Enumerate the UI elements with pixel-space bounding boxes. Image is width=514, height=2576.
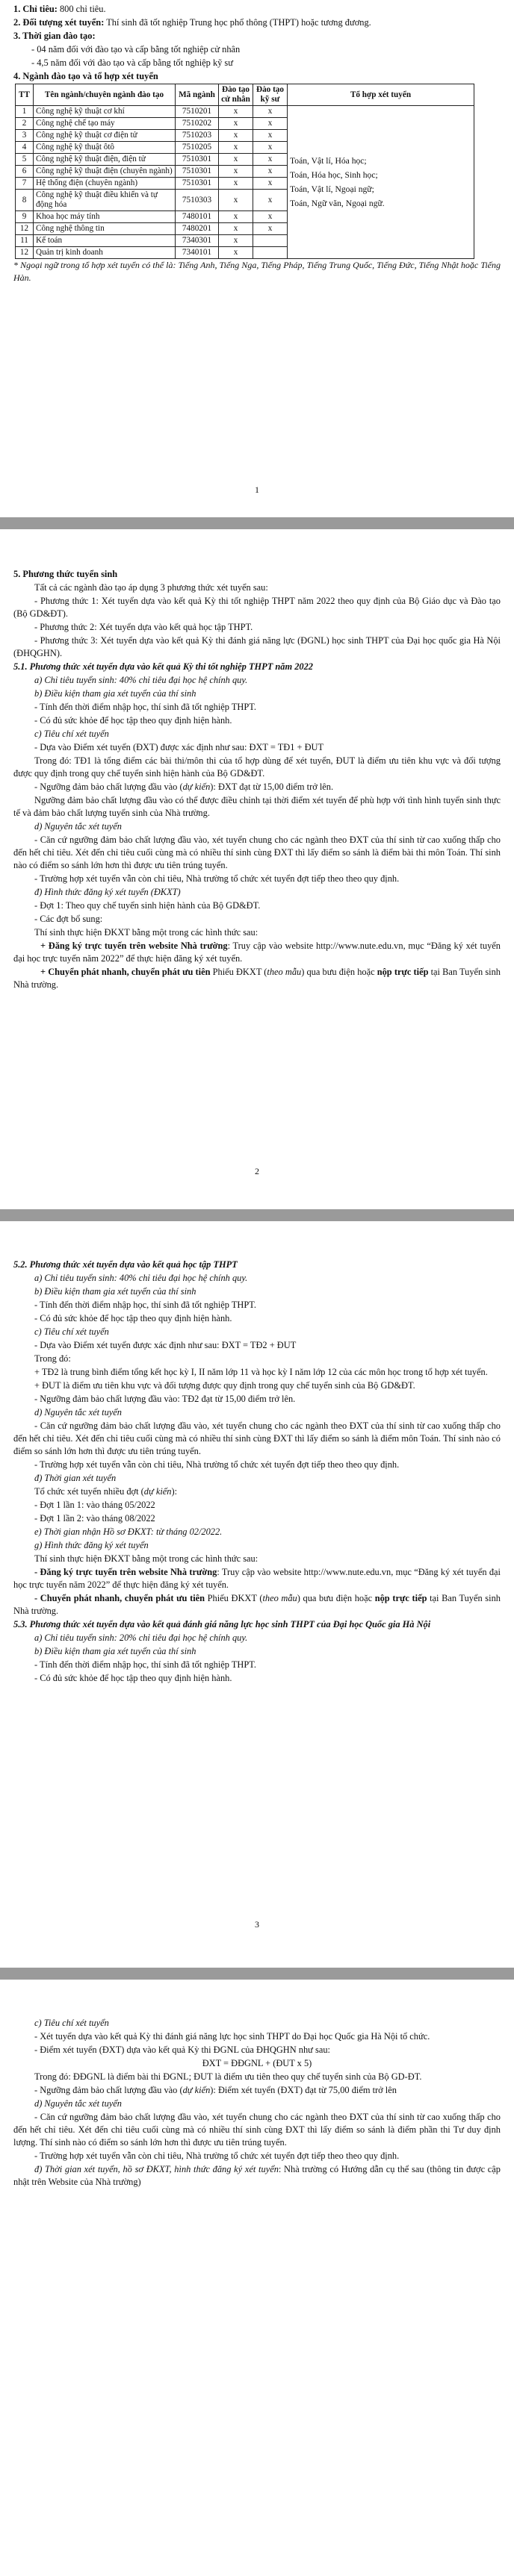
cell-code: 7510301 — [176, 154, 219, 166]
cell-name: Công nghệ kỹ thuật cơ điện tử — [34, 130, 176, 142]
paragraph: ): Điểm xét tuyển (ĐXT) đạt từ 75,00 điểm trở lên — [210, 2085, 397, 2095]
cell-name: Công nghệ kỹ thuật ôtô — [34, 142, 176, 154]
express-delivery-label: + Chuyển phát nhanh, chuyển phát ưu tiên — [40, 967, 211, 977]
paragraph: - Các đợt bổ sung: — [34, 914, 103, 924]
cell-code: 7510301 — [176, 178, 219, 190]
combos-cell — [288, 106, 474, 259]
paragraph: Thí sinh thực hiện ĐKXT bằng một trong các hình thức sau: — [34, 1553, 258, 1564]
section-2-heading: 2. Đối tượng xét tuyển: — [13, 17, 105, 28]
subheading: đ) Hình thức đăng ký xét tuyển (ĐKXT) — [34, 887, 181, 897]
page-number: 2 — [255, 1166, 259, 1176]
emphasis: theo mẫu — [262, 1593, 297, 1603]
paragraph: - Phương thức 1: Xét tuyển dựa vào kết quả Kỳ thi tốt nghiệp THPT năm 2022 theo quy định của Bộ Giáo dục và Đào tạo (Bộ GD&ĐT). — [13, 596, 501, 619]
paragraph: - Có đủ sức khỏe để học tập theo quy định hiện hành. — [34, 715, 232, 726]
header-engineer: Đào tạo kỹ sư — [253, 84, 288, 106]
cell-name: Quản trị kinh doanh — [34, 247, 176, 259]
paragraph: - Căn cứ ngưỡng đảm bảo chất lượng đầu vào, xét tuyển chung cho các ngành theo ĐXT của thí sinh từ cao xuống thấp cho đến hết chỉ tiêu. Xét đến chỉ tiêu cuối cùng mà có nhiều thí sinh cùng ĐXT thì lấy điểm so sánh là điểm bài thi môn Toán. Thí sinh nào có điểm so sánh lớn hơn thì được ưu tiên trúng tuyển. — [13, 835, 501, 870]
subheading: a) Chỉ tiêu tuyển sinh: 40% chỉ tiêu đại học hệ chính quy. — [34, 675, 248, 685]
subheading: a) Chỉ tiêu tuyển sinh: 40% chỉ tiêu đại học hệ chính quy. — [34, 1273, 248, 1283]
foreign-language-footnote: * Ngoại ngữ trong tổ hợp xét tuyển có thể là: Tiếng Anh, Tiếng Nga, Tiếng Pháp, Tiếng Trung Quốc, Tiếng Đức, Tiếng Nhật hoặc Tiếng Hàn. — [13, 260, 501, 283]
paragraph: - Có đủ sức khỏe để học tập theo quy định hiện hành. — [34, 1313, 232, 1323]
cell-bachelor: x — [219, 118, 253, 130]
paragraph: - Căn cứ ngưỡng đảm bảo chất lượng đầu vào, xét tuyển chung cho các ngành theo ĐXT của thí sinh từ cao xuống thấp cho đến hết chỉ tiêu. Xét đến chỉ tiêu cuối cùng mà có nhiều thí sinh cùng ĐXT thì lấy điểm so sánh là điểm phần thi Tư duy định lượng. Thí sinh nào có điểm so sánh lớn hơn thì được ưu tiên trúng tuyển. — [13, 2112, 501, 2148]
paragraph: - Tính đến thời điểm nhập học, thí sinh đã tốt nghiệp THPT. — [34, 1659, 257, 1670]
paragraph: : Truy cập vào website http://www.nute.edu.vn, mục “Đăng ký xét tuyển đại học trực tuyến năm 2022” để thực hiện đăng ký xét tuyển. — [13, 941, 501, 964]
subheading: a) Chỉ tiêu tuyển sinh: 20% chỉ tiêu đại học hệ chính quy. — [34, 1632, 248, 1643]
page-number: 3 — [255, 1919, 259, 1930]
cell-name: Công nghệ kỹ thuật điện, điện tử — [34, 154, 176, 166]
section-5-heading: 5. Phương thức tuyển sinh — [13, 569, 118, 579]
table-row — [16, 106, 474, 118]
paragraph: - Căn cứ ngưỡng đảm bảo chất lượng đầu vào, xét tuyển chung cho các ngành theo ĐXT của thí sinh từ cao xuống thấp cho đến hết chỉ tiêu. Xét đến chỉ tiêu cuối cùng mà có nhiều thí sinh cùng ĐXT thì lấy điểm so sánh là điểm môn Toán. Thí sinh nào có điểm so sánh lớn hơn thì được ưu tiên trúng tuyển. — [13, 1420, 501, 1456]
cell-engineer: x — [253, 118, 288, 130]
paragraph: - Đợt 1: Theo quy chế tuyển sinh hiện hành của Bộ GD&ĐT. — [34, 900, 261, 911]
cell-tt: 9 — [16, 211, 34, 223]
subheading: c) Tiêu chí xét tuyển — [34, 2018, 109, 2028]
cell-tt: 12 — [16, 247, 34, 259]
cell-engineer: x — [253, 130, 288, 142]
paragraph: - Phương thức 2: Xét tuyển dựa vào kết quả học tập THPT. — [34, 622, 253, 632]
cell-bachelor: x — [219, 154, 253, 166]
paragraph: - Dựa vào Điểm xét tuyển (ĐXT) được xác định như sau: ĐXT = TĐ1 + ĐUT — [34, 742, 324, 752]
express-delivery-label: - Chuyển phát nhanh, chuyển phát ưu tiên — [34, 1593, 205, 1603]
cell-name: Khoa học máy tính — [34, 211, 176, 223]
cell-tt: 3 — [16, 130, 34, 142]
combo-item: Toán, Vật lí, Hóa học; — [290, 156, 367, 166]
subheading: e) Thời gian nhận Hồ sơ ĐKXT: từ tháng 02/2022. — [34, 1526, 223, 1537]
cell-name: Hệ thống điện (chuyên ngành) — [34, 178, 176, 190]
document-page-3 — [0, 1221, 514, 1968]
header-name: Tên ngành/chuyên ngành đào tạo — [34, 84, 176, 106]
section-5-1-heading: 5.1. Phương thức xét tuyển dựa vào kết quả Kỳ thi tốt nghiệp THPT năm 2022 — [13, 661, 313, 672]
paragraph: Ngưỡng đảm bảo chất lượng đầu vào có thể được điều chỉnh tại thời điểm xét tuyển để phù hợp với tình hình tuyển sinh thực tế và đảm bảo chất lượng tuyển sinh của Nhà trường. — [13, 795, 501, 818]
paragraph: - Ngưỡng đảm bảo chất lượng đầu vào ( — [34, 2085, 183, 2095]
emphasis: dự kiến — [182, 782, 211, 792]
header-tt: TT — [16, 84, 34, 106]
paragraph: Trong đó: TĐ1 là tổng điểm các bài thi/môn thi của tổ hợp dùng để xét tuyển, ĐUT là điểm ưu tiên khu vực và đối tượng được quy định trong quy chế tuyển sinh hiện hành của Bộ GD&ĐT. — [13, 755, 501, 779]
cell-bachelor: x — [219, 211, 253, 223]
paragraph: - Ngưỡng đảm bảo chất lượng đầu vào ( — [34, 782, 183, 792]
paragraph: tại Ban Tuyển sinh Nhà trường. — [13, 967, 501, 990]
cell-tt: 2 — [16, 118, 34, 130]
cell-code: 7510202 — [176, 118, 219, 130]
cell-engineer: x — [253, 106, 288, 118]
paragraph: Tổ chức xét tuyển nhiều đợt ( — [34, 1486, 144, 1497]
paragraph: + ĐUT là điểm ưu tiên khu vực và đối tượng được quy định trong quy chế tuyển sinh của Bộ GD&ĐT. — [34, 1380, 415, 1391]
combo-item: Toán, Hóa học, Sinh học; — [290, 170, 378, 180]
cell-name: Kế toán — [34, 235, 176, 247]
section-3-heading: 3. Thời gian đào tạo: — [13, 31, 96, 41]
cell-engineer: x — [253, 178, 288, 190]
document-page-1 — [0, 0, 514, 517]
cell-name: Công nghệ kỹ thuật điều khiển và tự động hóa — [34, 190, 176, 211]
paragraph: - Dựa vào Điểm xét tuyển được xác định như sau: ĐXT = TĐ2 + ĐUT — [34, 1340, 297, 1350]
cell-code: 7480201 — [176, 223, 219, 235]
section-1-heading: 1. Chỉ tiêu: — [13, 4, 58, 14]
section-5-3-heading: 5.3. Phương thức xét tuyển dựa vào kết quả đánh giá năng lực học sinh THPT của Đại học Quốc gia Hà Nội — [13, 1619, 431, 1630]
subheading: b) Điều kiện tham gia xét tuyển của thí sinh — [34, 1646, 196, 1656]
online-registration-label: - Đăng ký trực tuyến trên website Nhà trường — [34, 1567, 217, 1577]
paragraph: tại Ban Tuyển sinh Nhà trường. — [13, 1593, 501, 1616]
cell-name: Công nghệ kỹ thuật cơ khí — [34, 106, 176, 118]
paragraph: + TĐ2 là trung bình điểm tổng kết học kỳ I, II năm lớp 11 và học kỳ I năm lớp 12 của các môn học trong tổ hợp xét tuyển. — [34, 1367, 488, 1377]
cell-bachelor: x — [219, 142, 253, 154]
emphasis: theo mẫu — [267, 967, 302, 977]
paragraph: - Xét tuyển dựa vào kết quả Kỳ thi đánh giá năng lực học sinh THPT do Đại học Quốc gia Hà Nội tổ chức. — [34, 2031, 430, 2042]
subheading: đ) Thời gian xét tuyển, hồ sơ ĐKXT, hình thức đăng ký xét tuyển — [34, 2164, 279, 2174]
section-2-value: Thí sinh đã tốt nghiệp Trung học phổ thông (THPT) hoặc tương đương. — [104, 17, 371, 28]
paragraph: - Phương thức 3: Xét tuyển dựa vào kết quả Kỳ thi đánh giá năng lực (ĐGNL) học sinh THPT của Đại học quốc gia Hà Nội (ĐHQGHN). — [13, 635, 501, 658]
online-registration-label: + Đăng ký trực tuyến trên website Nhà trường — [40, 941, 228, 951]
cell-engineer: x — [253, 166, 288, 178]
cell-engineer: x — [253, 211, 288, 223]
paragraph: - Ngưỡng đảm bảo chất lượng đầu vào: TĐ2 đạt từ 15,00 điểm trở lên. — [34, 1394, 296, 1404]
emphasis: dự kiến — [182, 2085, 211, 2095]
header-code: Mã ngành — [176, 84, 219, 106]
page-number: 1 — [255, 484, 259, 495]
subheading: c) Tiêu chí xét tuyển — [34, 1326, 109, 1337]
cell-name: Công nghệ chế tạo máy — [34, 118, 176, 130]
paragraph: - Tính đến thời điểm nhập học, thí sinh đã tốt nghiệp THPT. — [34, 1300, 257, 1310]
combo-item: Toán, Ngữ văn, Ngoại ngữ. — [290, 199, 385, 208]
cell-tt: 6 — [16, 166, 34, 178]
emphasis: dự kiến — [143, 1486, 172, 1497]
paragraph: - Điểm xét tuyển (ĐXT) dựa vào kết quả Kỳ thi ĐGNL của ĐHQGHN như sau: — [34, 2045, 330, 2055]
cell-engineer: x — [253, 190, 288, 211]
cell-code: 7340301 — [176, 235, 219, 247]
cell-engineer: x — [253, 223, 288, 235]
duration-engineer: - 4,5 năm đối với đào tạo và cấp bằng tốt nghiệp kỹ sư — [31, 57, 233, 68]
paragraph: : Truy cập vào website http://www.nute.edu.vn, mục “Đăng ký xét tuyển đại học trực tuyến năm 2022” để thực hiện đăng ký xét tuyển. — [13, 1567, 501, 1590]
cell-tt: 5 — [16, 154, 34, 166]
cell-bachelor: x — [219, 223, 253, 235]
cell-tt: 8 — [16, 190, 34, 211]
cell-engineer — [253, 247, 288, 259]
cell-bachelor: x — [219, 247, 253, 259]
cell-bachelor: x — [219, 235, 253, 247]
cell-tt: 4 — [16, 142, 34, 154]
paragraph: - Đợt 1 lần 2: vào tháng 08/2022 — [34, 1513, 155, 1524]
cell-code: 7510205 — [176, 142, 219, 154]
formula: ĐXT = ĐĐGNL + (ĐUT x 5) — [202, 2058, 312, 2068]
cell-engineer — [253, 235, 288, 247]
cell-bachelor: x — [219, 178, 253, 190]
document-page-2 — [0, 529, 514, 1209]
paragraph: ) qua bưu điện hoặc — [297, 1593, 375, 1603]
paragraph: - Trường hợp xét tuyển vẫn còn chỉ tiêu, Nhà trường tổ chức xét tuyển đợt tiếp theo theo quy định. — [34, 1459, 400, 1470]
subheading: c) Tiêu chí xét tuyển — [34, 729, 109, 739]
combo-item: Toán, Vật lí, Ngoại ngữ; — [290, 184, 374, 194]
header-combos: Tổ hợp xét tuyển — [288, 84, 474, 106]
paragraph: - Trường hợp xét tuyển vẫn còn chỉ tiêu, Nhà trường tổ chức xét tuyển đợt tiếp theo theo quy định. — [34, 2151, 400, 2161]
cell-tt: 12 — [16, 223, 34, 235]
cell-code: 7340101 — [176, 247, 219, 259]
paragraph: ): — [171, 1486, 178, 1497]
paragraph: - Có đủ sức khỏe để học tập theo quy định hiện hành. — [34, 1673, 232, 1683]
cell-tt: 7 — [16, 178, 34, 190]
subheading: d) Nguyên tắc xét tuyển — [34, 1407, 122, 1418]
document-page-4 — [0, 1980, 514, 2576]
cell-code: 7480101 — [176, 211, 219, 223]
subheading: d) Nguyên tắc xét tuyển — [34, 2098, 122, 2109]
cell-tt: 11 — [16, 235, 34, 247]
paragraph: : Nhà trường có Hướng dẫn cụ thể sau (thông tin được cập nhật trên Website của Nhà trường) — [13, 2164, 501, 2187]
subheading: đ) Thời gian xét tuyển — [34, 1473, 117, 1483]
paragraph: - Tính đến thời điểm nhập học, thí sinh đã tốt nghiệp THPT. — [34, 702, 257, 712]
subheading: g) Hình thức đăng ký xét tuyển — [34, 1540, 149, 1550]
majors-table — [15, 84, 474, 259]
paragraph: Trong đó: ĐĐGNL là điểm bài thi ĐGNL; ĐUT là điểm ưu tiên theo quy chế tuyển sinh của Bộ GD-ĐT. — [34, 2071, 422, 2082]
cell-code: 7510303 — [176, 190, 219, 211]
cell-engineer: x — [253, 154, 288, 166]
cell-engineer: x — [253, 142, 288, 154]
direct-submit-label: nộp trực tiếp — [377, 967, 429, 977]
section-5-2-heading: 5.2. Phương thức xét tuyển dựa vào kết quả học tập THPT — [13, 1259, 238, 1270]
paragraph: Trong đó: — [34, 1353, 71, 1364]
cell-bachelor: x — [219, 190, 253, 211]
cell-bachelor: x — [219, 166, 253, 178]
paragraph: - Trường hợp xét tuyển vẫn còn chỉ tiêu, Nhà trường tổ chức xét tuyển đợt tiếp theo theo quy định. — [34, 873, 400, 884]
paragraph: Thí sinh thực hiện ĐKXT bằng một trong các hình thức sau: — [34, 927, 258, 938]
subheading: b) Điều kiện tham gia xét tuyển của thí sinh — [34, 1286, 196, 1297]
cell-bachelor: x — [219, 130, 253, 142]
cell-name: Công nghệ thông tin — [34, 223, 176, 235]
cell-name: Công nghệ kỹ thuật điện (chuyên ngành) — [34, 166, 176, 178]
paragraph: ): ĐXT đạt từ 15,00 điểm trở lên. — [210, 782, 334, 792]
paragraph: Tất cả các ngành đào tạo áp dụng 3 phương thức xét tuyển sau: — [34, 582, 268, 593]
cell-bachelor: x — [219, 106, 253, 118]
header-bachelor: Đào tạo cử nhân — [219, 84, 253, 106]
section-4-heading: 4. Ngành đào tạo và tổ hợp xét tuyển — [13, 71, 158, 81]
cell-code: 7510201 — [176, 106, 219, 118]
subheading: d) Nguyên tắc xét tuyển — [34, 821, 122, 832]
cell-tt: 1 — [16, 106, 34, 118]
direct-submit-label: nộp trực tiếp — [374, 1593, 427, 1603]
cell-code: 7510301 — [176, 166, 219, 178]
subheading: b) Điều kiện tham gia xét tuyển của thí sinh — [34, 688, 196, 699]
paragraph: Phiếu ĐKXT ( — [205, 1593, 263, 1603]
paragraph: ) qua bưu điện hoặc — [301, 967, 377, 977]
cell-code: 7510203 — [176, 130, 219, 142]
paragraph: Phiếu ĐKXT ( — [210, 967, 267, 977]
table-header-row — [16, 84, 474, 106]
duration-bachelor: - 04 năm đối với đào tạo và cấp bằng tốt nghiệp cử nhân — [31, 44, 241, 54]
section-1-value: 800 chỉ tiêu. — [57, 4, 106, 14]
paragraph: - Đợt 1 lần 1: vào tháng 05/2022 — [34, 1500, 155, 1510]
